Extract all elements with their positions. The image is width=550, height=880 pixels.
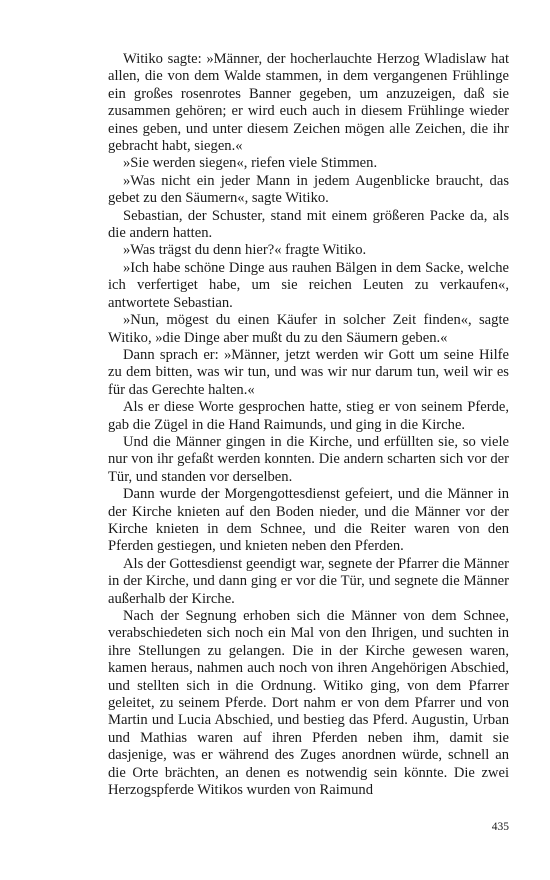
page-number: 435 [491, 821, 509, 833]
paragraph: Sebastian, der Schuster, stand mit einem größeren Packe da, als die andern hatten. [108, 207, 509, 242]
paragraph: »Nun, mögest du einen Käufer in solcher Zeit finden«, sagte Witiko, »die Dinge aber mußt du zu den Säumern geben.« [108, 312, 509, 346]
paragraph: »Was nicht ein jeder Mann in jedem Augenblicke braucht, das gebet zu den Säumern«, sagte Witiko. [108, 172, 509, 207]
paragraph: Als der Gottesdienst geendigt war, segnete der Pfarrer die Männer in der Kirche, und dann ging er vor die Tür, und segnete die Männer außerhalb der Kirche. [108, 555, 510, 607]
paragraph: Dann wurde der Morgengottesdienst gefeiert, und die Männer in der Kirche knieten auf den Boden nieder, und die Männer vor der Kirche knieten in dem Schnee, und die Reiter waren von den Pferden gestiegen, und knieten neben den Pferden. [108, 486, 509, 555]
paragraph: »Sie werden siegen«, riefen viele Stimmen. [123, 155, 378, 172]
body-text [108, 51, 509, 799]
paragraph: Als er diese Worte gesprochen hatte, stieg er von seinem Pferde, gab die Zügel in die Hand Raimunds, und ging in die Kirche. [108, 399, 509, 433]
paragraph: »Ich habe schöne Dinge aus rauhen Bälgen in dem Sacke, welche ich verfertiget habe, um sie reichen Leuten zu verkaufen«, antwortete Sebastian. [108, 259, 509, 311]
paragraph: Und die Männer gingen in die Kirche, und erfüllten sie, so viele nur von ihr gefaßt werden konnten. Die andern scharten sich vor der Tür, und standen vor derselben. [108, 433, 509, 485]
paragraph: »Was trägst du denn hier?« fragte Witiko. [123, 242, 367, 259]
paragraph: Witiko sagte: »Männer, der hocherlauchte Herzog Wladislaw hat allen, die von dem Walde stammen, in dem vergangenen Frühlinge ein großes rosenrotes Banner gegeben, um anzuzeigen, daß sie zusammen gehören; er wird euch auch in diesem Frühlinge wieder eines geben, und unter diesem Zeichen mögen alle Zeichen, die ihr gebracht habt, siegen.« [108, 51, 509, 155]
paragraph: Dann sprach er: »Männer, jetzt werden wir Gott um seine Hilfe zu dem bitten, was wir tun, und was wir nur darum tun, weil wir es für das Gerechte halten.« [108, 346, 509, 398]
paragraph: Nach der Segnung erhoben sich die Männer von dem Schnee, verabschiedeten sich noch ein Mal von den Ihrigen, und suchten in ihre Stellungen zu gelangen. Die in der Kirche gewesen waren, kamen heraus, nahmen auch noch von ihren Angehörigen Abschied, und stellten sich in die Ordnung. Witiko ging, von dem Pfarrer geleitet, zu seinem Pferde. Dort nahm er von dem Pfarrer und von Martin und Lucia Abschied, und bestieg das Pferd. Augustin, Urban und Mathias waren auf ihren Pferden neben ihm, damit sie dasjenige, was er während des Zuges anordnen würde, schnell an die Orte brächten, an denen es notwendig sein könnte. Die zwei Herzogspferde Witikos wurden von Raimund [108, 608, 509, 799]
